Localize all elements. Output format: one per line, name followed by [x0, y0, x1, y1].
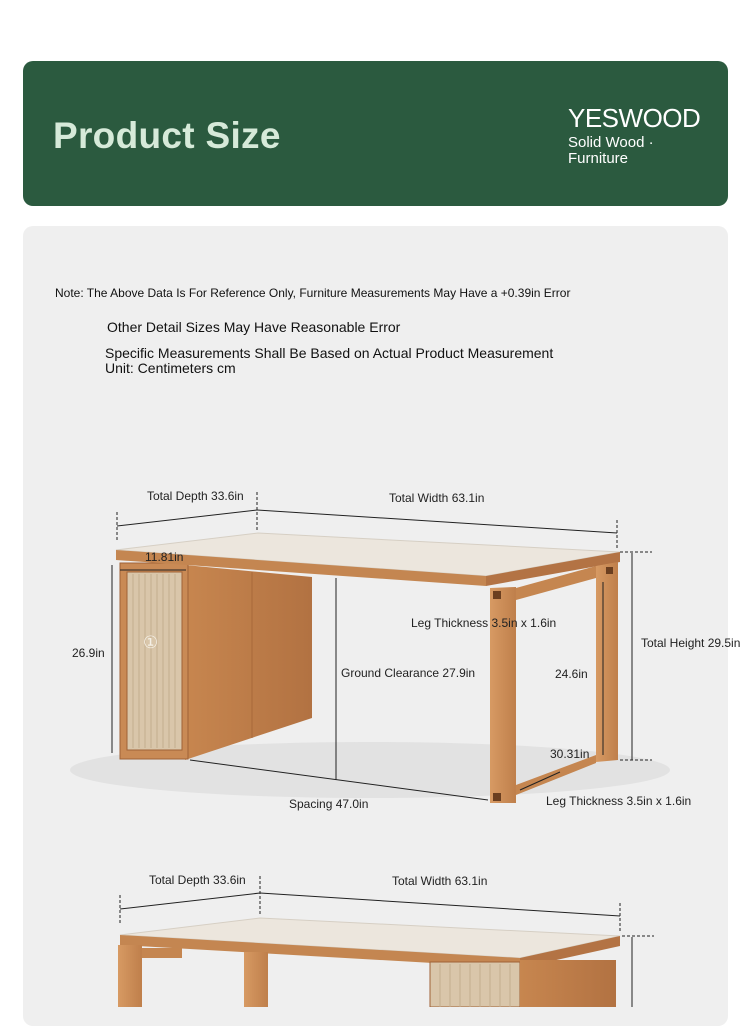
reference-note: Note: The Above Data Is For Reference Only, Furniture Measurements May Have a +0.39in Error [55, 286, 571, 300]
total-depth-label-2: Total Depth 33.6in [149, 873, 246, 887]
cabinet-2-glass [430, 962, 520, 1007]
detail-size-note: Other Detail Sizes May Have Reasonable Error [107, 319, 401, 335]
total-width-label: Total Width 63.1in [389, 491, 485, 505]
page-title: Product Size [53, 115, 281, 156]
cabinet-height-label: 26.9in [72, 646, 105, 660]
total-depth-label: Total Depth 33.6in [147, 489, 244, 503]
leg-thickness-lower-label: Leg Thickness 3.5in x 1.6in [546, 794, 692, 808]
leg-2-left [118, 945, 142, 1007]
brand-logo: YESWOOD [568, 103, 701, 133]
total-width-label-2: Total Width 63.1in [392, 874, 488, 888]
brand-subtitle: Solid Wood · Furniture [568, 134, 654, 167]
leg-thickness-upper-label: Leg Thickness 3.5in x 1.6in [411, 616, 557, 630]
cabinet-2-side [520, 960, 616, 1007]
back-right-leg [596, 562, 618, 762]
leg-2-middle [244, 952, 268, 1007]
cabinet-width-label: 11.81in [145, 550, 184, 564]
ground-clearance-label: Ground Clearance 27.9in [341, 666, 476, 680]
inner-height-label: 24.6in [555, 667, 588, 681]
foot-depth-label: 30.31in [550, 747, 590, 761]
cabinet-marker: ① [143, 633, 159, 652]
unit-note: Unit: Centimeters cm [105, 360, 236, 376]
spacing-label: Spacing 47.0in [289, 797, 369, 811]
measurement-note: Specific Measurements Shall Be Based on Actual Product Measurement [105, 345, 554, 361]
cabinet-side-panel [185, 565, 312, 760]
desk-diagram-2 [118, 876, 654, 1007]
total-height-label: Total Height 29.5in [641, 636, 741, 650]
cabinet-glass-door [127, 572, 182, 750]
